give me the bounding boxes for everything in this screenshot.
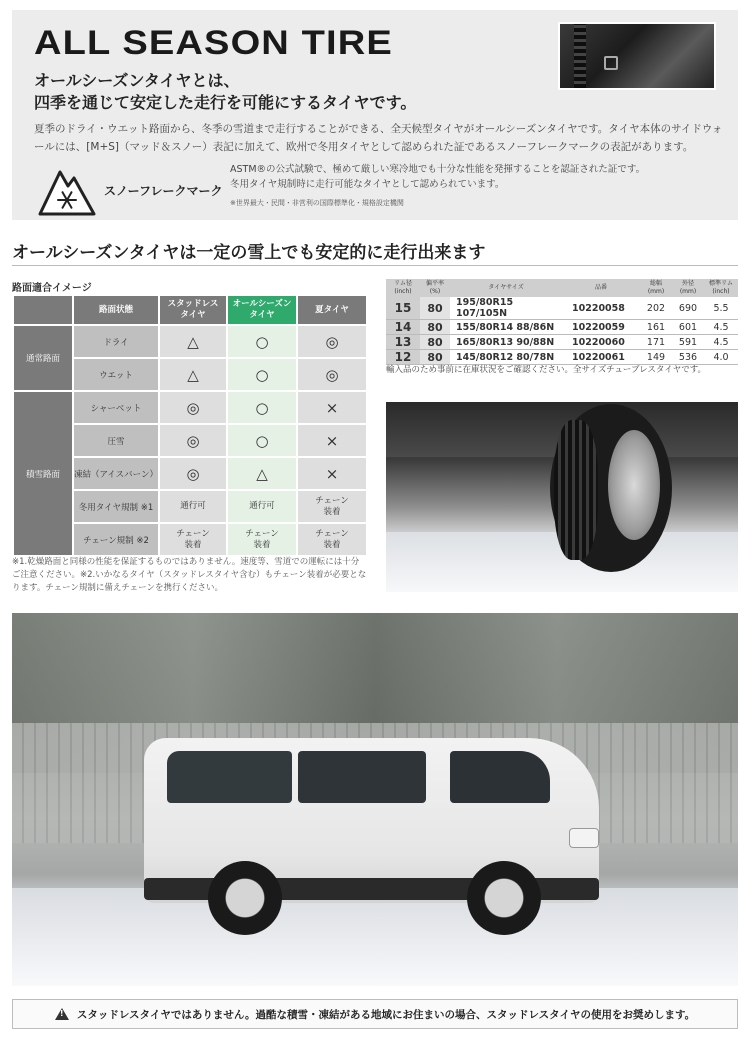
size-header: タイヤサイズ <box>450 279 562 297</box>
rating-cell: チェーン 装着 <box>228 524 296 555</box>
size-header: リム径 (inch) <box>386 279 420 297</box>
width-cell: 171 <box>640 335 672 350</box>
van-side-window <box>298 751 426 803</box>
rating-cell: ○ <box>228 326 296 357</box>
table-header-blank <box>14 296 72 324</box>
row-group-label: 通常路面 <box>14 326 72 390</box>
rim-width-cell: 4.5 <box>704 320 738 335</box>
table-row <box>386 297 738 320</box>
condition-cell: 凍結（アイスバーン） <box>74 458 158 489</box>
size-header: 外径 (mm) <box>672 279 704 297</box>
astm-line1: ASTM®の公式試験で、極めて厳しい寒冷地でも十分な性能を発揮することを認証された証です。 <box>230 164 646 175</box>
rating-cell: チェーン 装着 <box>160 524 226 555</box>
van-rear-wheel <box>208 861 282 935</box>
hero-panel <box>12 10 738 220</box>
condition-cell: シャーベット <box>74 392 158 423</box>
rating-cell: 通行可 <box>228 491 296 522</box>
astm-description <box>230 162 645 192</box>
condition-cell: 圧雪 <box>74 425 158 456</box>
size-cell: 165/80R13 90/88N <box>450 335 562 350</box>
warning-text: スタッドレスタイヤではありません。過酷な積雪・凍結がある地域にお住まいの場合、スタッドレスタイヤの使用をお奨めします。 <box>76 1008 696 1021</box>
snowflake-mark-graphic <box>604 56 618 70</box>
hero-lead-line2: 四季を通じて安定した走行を可能にするタイヤです。 <box>34 93 417 112</box>
code-cell: 10220061 <box>562 350 640 365</box>
rim-cell: 12 <box>386 350 420 365</box>
rating-cell: ○ <box>228 359 296 390</box>
rating-cell: チェーン 装着 <box>298 524 366 555</box>
snowflake-mountain-icon <box>38 166 96 216</box>
width-cell: 202 <box>640 297 672 320</box>
rating-cell: ◎ <box>160 392 226 423</box>
rim-cell: 15 <box>386 297 420 320</box>
tire-tread-graphic <box>574 24 586 88</box>
flatness-cell: 80 <box>420 297 450 320</box>
rim-cell: 13 <box>386 335 420 350</box>
condition-cell: 冬用タイヤ規制 ※1 <box>74 491 158 522</box>
rating-cell: × <box>298 425 366 456</box>
rating-cell: ○ <box>228 425 296 456</box>
size-cell: 145/80R12 80/78N <box>450 350 562 365</box>
rating-cell: ◎ <box>160 458 226 489</box>
wheel-rim-graphic <box>608 430 660 540</box>
tire-on-snow-photo <box>386 402 738 592</box>
section-divider <box>12 265 738 266</box>
table-row <box>14 392 366 423</box>
rating-cell: △ <box>228 458 296 489</box>
rating-cell: ◎ <box>298 326 366 357</box>
van-rear-window <box>167 751 292 803</box>
size-cell: 195/80R15 107/105N <box>450 297 562 320</box>
flatness-cell: 80 <box>420 320 450 335</box>
rating-cell: × <box>298 458 366 489</box>
table-header: 路面状態 <box>74 296 158 324</box>
table-header-allseason: オールシーズン タイヤ <box>228 296 296 324</box>
rating-cell: 通行可 <box>160 491 226 522</box>
flatness-cell: 80 <box>420 335 450 350</box>
rim-width-cell: 4.0 <box>704 350 738 365</box>
width-cell: 161 <box>640 320 672 335</box>
hero-lead <box>34 70 416 114</box>
condition-cell: チェーン規制 ※2 <box>74 524 158 555</box>
code-cell: 10220060 <box>562 335 640 350</box>
rating-cell: × <box>298 392 366 423</box>
row-group-label: 積雪路面 <box>14 392 72 555</box>
road-table-label: 路面適合イメージ <box>12 283 92 294</box>
code-cell: 10220059 <box>562 320 640 335</box>
flatness-cell: 80 <box>420 350 450 365</box>
table-row <box>14 326 366 357</box>
size-header: 品番 <box>562 279 640 297</box>
table-row <box>386 320 738 335</box>
size-header: 偏平率 (%) <box>420 279 450 297</box>
tire-size-table <box>386 279 738 365</box>
size-table-note: 輸入品のため事前に在庫状況をご確認ください。全サイズチューブレスタイヤです。 <box>386 365 707 375</box>
van-front-wheel <box>467 861 541 935</box>
size-header: 総幅 (mm) <box>640 279 672 297</box>
code-cell: 10220058 <box>562 297 640 320</box>
table-row <box>386 335 738 350</box>
van-front-window <box>450 751 550 803</box>
diameter-cell: 591 <box>672 335 704 350</box>
condition-cell: ウエット <box>74 359 158 390</box>
diameter-cell: 536 <box>672 350 704 365</box>
size-cell: 155/80R14 88/86N <box>450 320 562 335</box>
rim-width-cell: 4.5 <box>704 335 738 350</box>
astm-footnote: ※世界最大・民間・非営利の国際標準化・規格設定機関 <box>230 199 404 207</box>
page-title: ALL SEASON TIRE <box>34 24 393 62</box>
tire-sidewall-photo <box>558 22 716 90</box>
table-header: スタッドレス タイヤ <box>160 296 226 324</box>
hero-lead-line1: オールシーズンタイヤとは、 <box>34 71 240 90</box>
diameter-cell: 601 <box>672 320 704 335</box>
table-header: 夏タイヤ <box>298 296 366 324</box>
van-headlight <box>569 828 599 848</box>
rating-cell: ○ <box>228 392 296 423</box>
warning-banner <box>12 999 738 1029</box>
rim-width-cell: 5.5 <box>704 297 738 320</box>
rating-cell: △ <box>160 326 226 357</box>
rating-cell: △ <box>160 359 226 390</box>
rating-cell: チェーン 装着 <box>298 491 366 522</box>
rim-cell: 14 <box>386 320 420 335</box>
section-title: オールシーズンタイヤは一定の雪上でも安定的に走行出来ます <box>12 243 486 263</box>
rating-cell: ◎ <box>298 359 366 390</box>
road-suitability-table <box>12 294 368 557</box>
tread-graphic <box>554 420 598 560</box>
astm-line2: 冬用タイヤ規制時に走行可能なタイヤとして認められています。 <box>230 179 505 190</box>
diameter-cell: 690 <box>672 297 704 320</box>
road-table-note: ※1.乾燥路面と同様の性能を保証するものではありません。速度等、雪道での運転には十分ご注意ください。※2.いかなるタイヤ（スタッドレスタイヤ含む）もチェーン装着が必要となります。チェーン規制に備えチェーンを携行ください。 <box>12 557 367 593</box>
condition-cell: ドライ <box>74 326 158 357</box>
rating-cell: ◎ <box>160 425 226 456</box>
snowflake-label: スノーフレークマーク <box>104 184 223 198</box>
warning-icon <box>55 1008 69 1020</box>
width-cell: 149 <box>640 350 672 365</box>
hero-description: 夏季のドライ・ウエット路面から、冬季の雪道まで走行することができる、全天候型タイヤがオールシーズンタイヤです。タイヤ本体のサイドウォールには、[M+S]（マッド＆スノー）表記に加えて、欧州で冬用タイヤとして認められた証であるスノーフレークマークの表記があります。 <box>34 123 723 153</box>
size-header: 標準リム (inch) <box>704 279 738 297</box>
van-driving-photo <box>12 613 738 986</box>
